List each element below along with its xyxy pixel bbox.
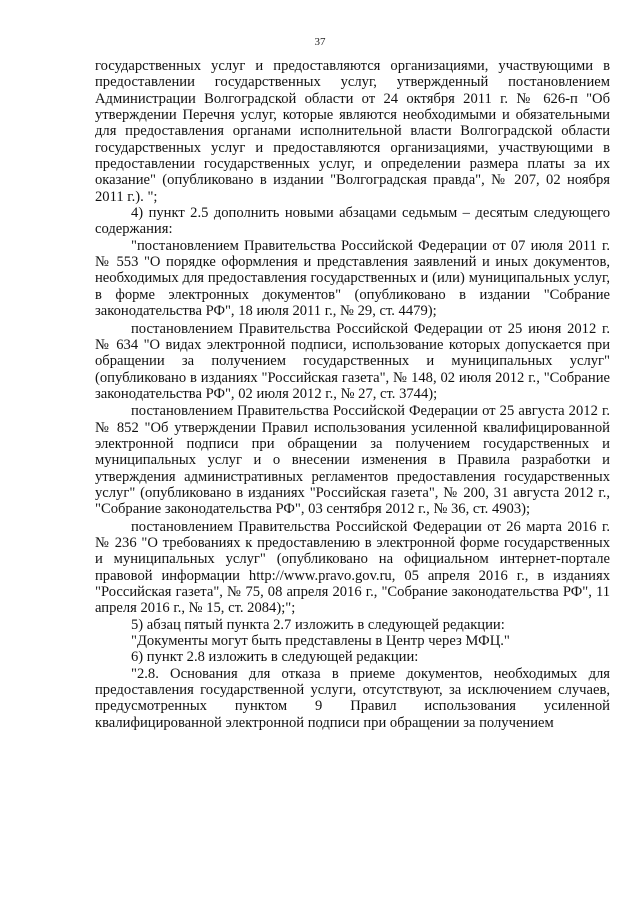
paragraph-resolution-634: постановлением Правительства Российской Федерации от 25 июня 2012 г. № 634 "О видах электронной подписи, использование которых допускается при обращении за получением государственных и муниципальных услуг" (опубликовано в изданиях "Российская газета", № 148, 02 июля 2012 г., "Собрание законодательства РФ", 02 июля 2012 г., № 27, ст. 3744); — [95, 320, 610, 402]
paragraph-continuation: государственных услуг и предоставляются организациями, участвующими в предоставлении государственных услуг, утвержденный постановлением Администрации Волгоградской области от 24 октября 2011 г. № 626-п "Об утверждении Перечня услуг, которые являются необходимыми и обязательными для предоставления органами исполнительной власти Волгоградской области государственных услуг и предоставляются организациями, участвующими в предоставлении государственных услуг, и определении размера платы за их оказание" (опубликовано в издании "Волгоградская правда", № 207, 02 ноября 2011 г.). "; — [95, 58, 610, 205]
paragraph-quote-mfc: "Документы могут быть представлены в Центр через МФЦ." — [131, 633, 510, 650]
paragraph-item-4: 4) пункт 2.5 дополнить новыми абзацами седьмым – десятым следующего содержания: — [95, 205, 610, 238]
paragraph-resolution-852: постановлением Правительства Российской Федерации от 25 августа 2012 г. № 852 "Об утверждении Правил использования усиленной квалифицированной электронной подписи при обращении за получением государственных и муниципальных услуг и о внесении изменения в Правила разработки и утверждения административных регламентов предоставления государственных услуг" (опубликовано в изданиях "Российская газета", № 200, 31 августа 2012 г., "Собрание законодательства РФ", 03 сентября 2012 г., № 36, ст. 4903); — [95, 403, 610, 518]
paragraph-item-5: 5) абзац пятый пункта 2.7 изложить в следующей редакции: — [131, 616, 505, 633]
page-number: 37 — [314, 36, 326, 48]
document-body — [95, 58, 610, 731]
paragraph-section-2-8: "2.8. Основания для отказа в приеме документов, необходимых для предоставления государственной услуги, отсутствуют, за исключением случаев, предусмотренных пунктом 9 Правил использования усиленной квалифицированной электронной подписи при обращении за получением — [95, 665, 610, 731]
paragraph-resolution-236: постановлением Правительства Российской Федерации от 26 марта 2016 г. № 236 "О требованиях к предоставлению в электронной форме государственных и муниципальных услуг" (опубликовано на официальном интернет-портале правовой информации http://www.pravo.gov.ru, 05 апреля 2016 г., в изданиях "Российская газета", № 75, 08 апреля 2016 г., "Собрание законодательства РФ", 11 апреля 2016 г., № 15, ст. 2084);"; — [95, 518, 610, 617]
paragraph-resolution-553: "постановлением Правительства Российской Федерации от 07 июля 2011 г. № 553 "О порядке оформления и представления заявлений и иных документов, необходимых для предоставления государственных и (или) муниципальных услуг, в форме электронных документов" (опубликовано в издании "Собрание законодательства РФ", 18 июля 2011 г., № 29, ст. 4479); — [95, 237, 610, 320]
paragraph-item-6: 6) пункт 2.8 изложить в следующей редакции: — [131, 649, 419, 666]
